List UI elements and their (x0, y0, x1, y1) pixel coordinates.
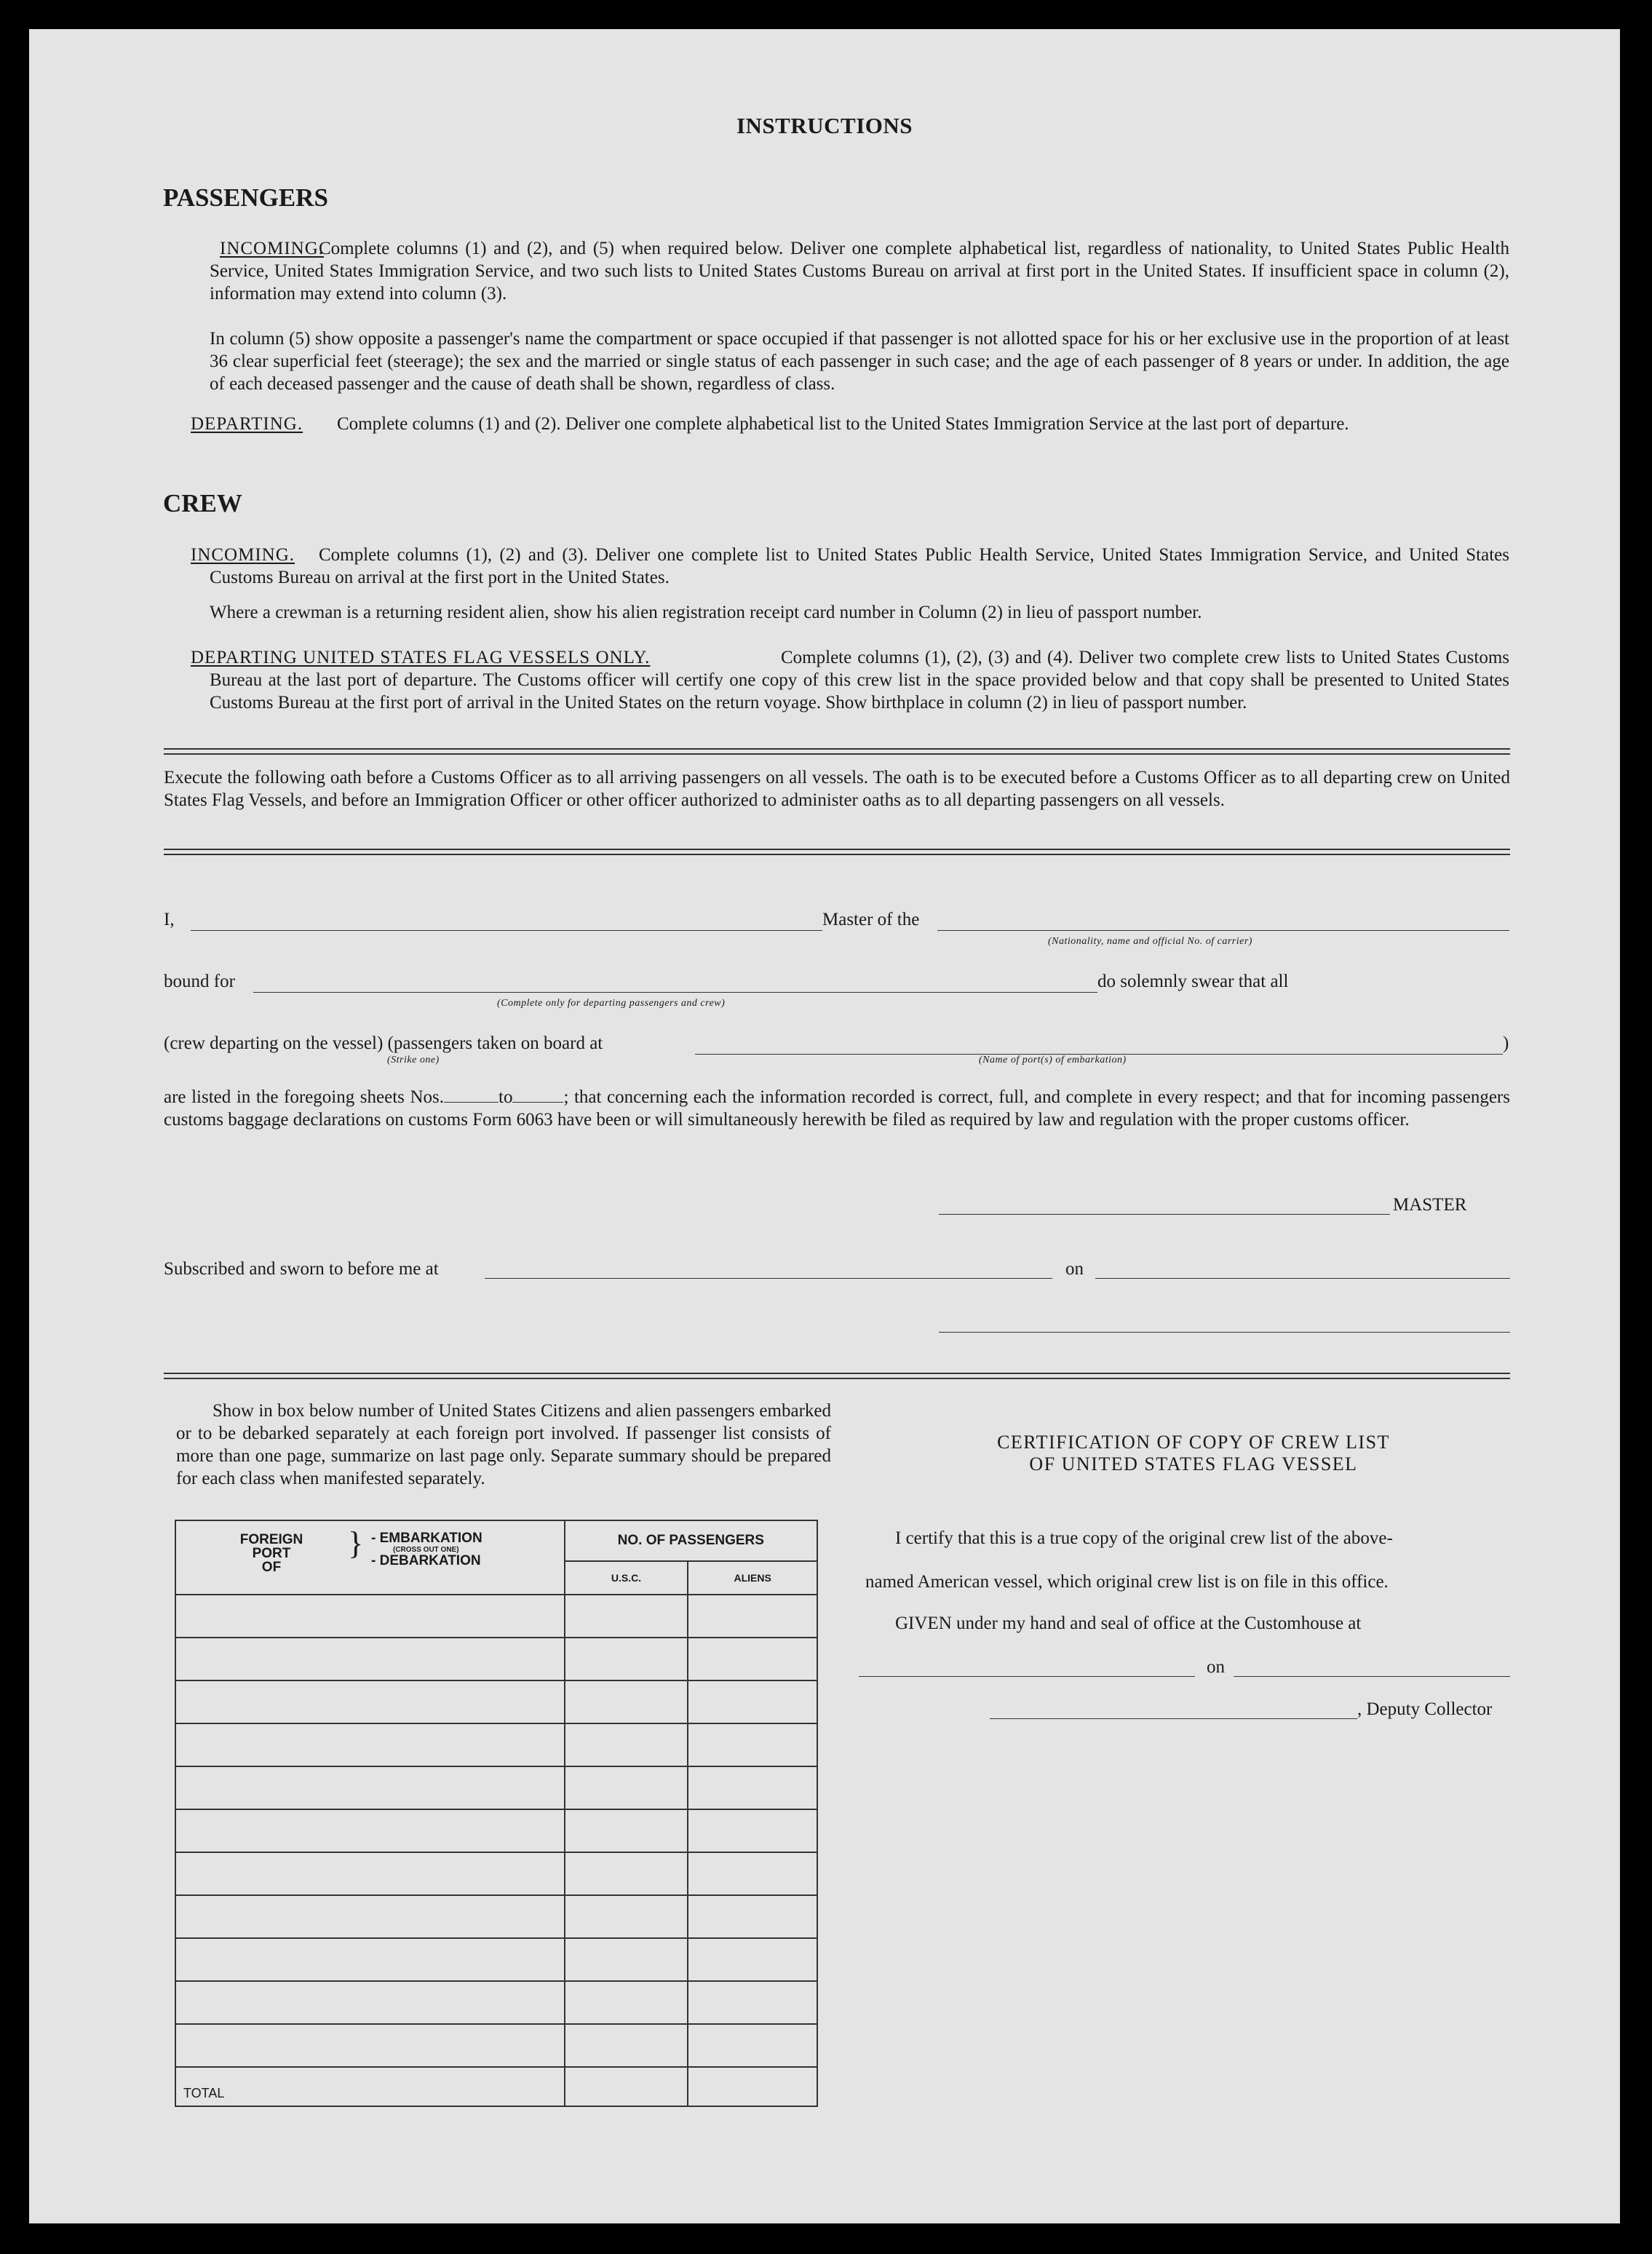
usc-cell[interactable] (565, 1981, 688, 2024)
usc-header-cell: U.S.C. (565, 1561, 688, 1595)
table-row (175, 2024, 817, 2067)
passengers-departing-label: DEPARTING. (191, 414, 303, 434)
crew-incoming-text-block (210, 544, 1509, 589)
divider (164, 1373, 1510, 1379)
crew-departing-label-line: (crew departing on the vessel) (passengers taken on board at (164, 1033, 603, 1053)
crew-resident-text: Where a crewman is a returning resident alien, show his alien registration receipt card number in Column (2) in lieu of passport number. (210, 603, 1202, 622)
certification-title-line2: OF UNITED STATES FLAG VESSEL (1029, 1453, 1358, 1475)
aliens-cell[interactable] (688, 1809, 817, 1852)
passengers-incoming-text: Complete columns (1) and (2), and (5) when required below. Deliver one complete alphabetical list, regardless of nationality, to United States Public Health Service, United States Immigration Service, and two such lists to United States Customs Bureau on arrival at first port in the United States. If insufficient space in column (2), information may extend into column (3). (210, 239, 1509, 303)
deputy-signature-field[interactable] (990, 1718, 1357, 1719)
port-cell[interactable] (175, 1723, 565, 1766)
port-cell[interactable] (175, 1595, 565, 1638)
table-row (175, 1852, 817, 1895)
port-cell[interactable] (175, 1766, 565, 1809)
usc-cell[interactable] (565, 1895, 688, 1938)
aliens-cell[interactable] (688, 1638, 817, 1680)
crew-heading: CREW (163, 489, 242, 517)
departing-hint: (Complete only for departing passengers and crew) (497, 998, 726, 1009)
given-line: GIVEN under my hand and seal of office at the Customhouse at (895, 1614, 1362, 1633)
port-cell[interactable] (175, 1809, 565, 1852)
crew-departing-text: Complete columns (1), (2), (3) and (4). Deliver two complete crew lists to United States Customs Bureau at the last port of departure. The Customs officer will certify one copy of this crew list in the space provided below and that copy shall be presented to United States Customs Bureau at the first port of arrival in the United States on the return voyage. Show birthplace in column (2) in lieu of passport number. (210, 648, 1509, 713)
ports-hint: (Name of port(s) of embarkation) (979, 1055, 1127, 1066)
table-row (175, 1680, 817, 1723)
divider (164, 748, 1510, 755)
passengers-column5-text: In column (5) show opposite a passenger's name the compartment or space occupied if that passenger is not allotted space for his or her exclusive use in the proportion of at least 36 clear superficial feet (steerage); the sex and the married or single status of each passenger in such case; and the age of each passenger of 8 years or under. In addition, the age of each deceased passenger and the cause of death shall be shown, regardless of class. (210, 329, 1509, 394)
strike-hint: (Strike one) (387, 1055, 440, 1066)
divider (164, 849, 1510, 855)
page-title: INSTRUCTIONS (736, 113, 913, 138)
port-cell[interactable] (175, 1680, 565, 1723)
port-cell[interactable] (175, 1638, 565, 1680)
certification-date-field[interactable] (1234, 1676, 1510, 1677)
usc-cell[interactable] (565, 1766, 688, 1809)
aliens-header-cell: ALIENS (688, 1561, 817, 1595)
sheet-from-field[interactable] (444, 1089, 499, 1103)
subscribed-label: Subscribed and sworn to before me at (164, 1259, 439, 1279)
to-label: to (499, 1087, 513, 1107)
passengers-incoming-text-block (210, 237, 1509, 305)
aliens-cell[interactable] (688, 1938, 817, 1981)
usc-cell[interactable] (565, 1595, 688, 1638)
certification-title (866, 1432, 1521, 1475)
customhouse-field[interactable] (859, 1676, 1195, 1677)
listed-prefix: are listed in the foregoing sheets Nos. (164, 1087, 444, 1107)
port-cell[interactable] (175, 2024, 565, 2067)
aliens-cell[interactable] (688, 2024, 817, 2067)
bound-for-label: bound for (164, 972, 235, 991)
crew-departing-text-block (210, 646, 1509, 714)
aliens-cell[interactable] (688, 1595, 817, 1638)
port-header-cell (175, 1520, 565, 1595)
table-row (175, 1895, 817, 1938)
usc-cell[interactable] (565, 2024, 688, 2067)
solemnly-label: do solemnly swear that all (1097, 972, 1289, 991)
usc-total-cell[interactable] (565, 2067, 688, 2106)
port-cell[interactable] (175, 1852, 565, 1895)
crew-incoming-label: INCOMING. (191, 545, 295, 565)
bound-for-field[interactable] (253, 992, 1097, 993)
aliens-cell[interactable] (688, 1766, 817, 1809)
cross-out-label: (CROSS OUT ONE) (393, 1546, 459, 1554)
certify-line1: I certify that this is a true copy of the original crew list of the above- (895, 1528, 1393, 1548)
master-name-field[interactable] (191, 930, 822, 931)
aliens-cell[interactable] (688, 1680, 817, 1723)
table-row (175, 1809, 817, 1852)
sworn-on-label: on (1065, 1259, 1084, 1279)
passengers-incoming-label: INCOMING. (220, 239, 325, 258)
aliens-cell[interactable] (688, 1723, 817, 1766)
table-row (175, 1981, 817, 2024)
sheet-to-field[interactable] (512, 1089, 563, 1103)
passengers-departing-text-block (210, 413, 1509, 435)
master-label: MASTER (1393, 1195, 1467, 1215)
officer-signature-field[interactable] (939, 1332, 1510, 1333)
oath-i-label: I, (164, 910, 175, 929)
col-port-line1: FOREIGN (239, 1532, 303, 1547)
table-row (175, 1638, 817, 1680)
table-row (175, 1723, 817, 1766)
brace-icon: } (348, 1525, 364, 1561)
master-of-label: Master of the (822, 910, 920, 929)
sworn-date-field[interactable] (1095, 1278, 1510, 1279)
table-row (175, 1938, 817, 1981)
passengers-heading: PASSENGERS (163, 183, 328, 212)
total-label: TOTAL (175, 2067, 565, 2106)
crew-departing-label: DEPARTING UNITED STATES FLAG VESSELS ONLY. (191, 648, 651, 667)
aliens-total-cell[interactable] (688, 2067, 817, 2106)
total-row (175, 2067, 817, 2106)
oath-intro: Execute the following oath before a Customs Officer as to all arriving passengers on all vessels. The oath is to be executed before a Customs Officer as to all departing crew on United States Flag Vessels, and before an Immigration Officer or other officer authorized to administer oaths as to all departing passengers on all vessels. (164, 768, 1510, 810)
usc-cell[interactable] (565, 1638, 688, 1680)
listed-paragraph (164, 1086, 1510, 1131)
aliens-cell[interactable] (688, 1981, 817, 2024)
table-row (175, 1766, 817, 1809)
deputy-collector-label: , Deputy Collector (1357, 1699, 1493, 1719)
passengers-departing-text: Complete columns (1) and (2). Deliver one complete alphabetical list to the United States Immigration Service at the last port of departure. (337, 414, 1349, 434)
certification-title-line1: CERTIFICATION OF COPY OF CREW LIST (997, 1432, 1390, 1453)
port-cell[interactable] (175, 1981, 565, 2024)
master-signature-field[interactable] (939, 1214, 1390, 1215)
embarkation-label: - EMBARKATION (371, 1531, 483, 1546)
summary-instructions: Show in box below number of United States Citizens and alien passengers embarked or to be debarked separately at each foreign port involved. If passenger list consists of more than one page, summarize on last page only. Separate summary should be prepared for each class when manifested separately. (176, 1401, 831, 1488)
usc-cell[interactable] (565, 1809, 688, 1852)
document-page (29, 29, 1620, 2223)
close-paren: ) (1503, 1033, 1509, 1053)
table-row (175, 1595, 817, 1638)
certify-line2: named American vessel, which original crew list is on file in this office. (865, 1572, 1389, 1592)
aliens-cell[interactable] (688, 1852, 817, 1895)
carrier-field[interactable] (937, 930, 1509, 931)
port-cell[interactable] (175, 1938, 565, 1981)
crew-incoming-text: Complete columns (1), (2) and (3). Deliver one complete list to United States Public Health Service, United States Immigration Service, and United States Customs Bureau on arrival at the first port in the United States. (210, 545, 1509, 587)
aliens-cell[interactable] (688, 1895, 817, 1938)
passengers-header-cell: NO. OF PASSENGERS (565, 1520, 817, 1561)
sworn-place-field[interactable] (485, 1278, 1052, 1279)
port-cell[interactable] (175, 1895, 565, 1938)
usc-cell[interactable] (565, 1680, 688, 1723)
usc-cell[interactable] (565, 1723, 688, 1766)
passenger-summary-table (175, 1520, 818, 2107)
nationality-hint: (Nationality, name and official No. of carrier) (1048, 936, 1252, 947)
usc-cell[interactable] (565, 1938, 688, 1981)
certification-on-label: on (1207, 1657, 1225, 1677)
debarkation-label: - DEBARKATION (371, 1553, 481, 1568)
col-port-line3: OF (261, 1560, 282, 1575)
col-port-line2: PORT (252, 1546, 291, 1561)
listed-rest: ; that concerning each the information recorded is correct, full, and complete in every respect; and that for incoming passengers customs baggage declarations on customs Form 6063 have been or will simultaneously herewith be filed as required by law and regulation with the proper customs officer. (164, 1087, 1510, 1130)
usc-cell[interactable] (565, 1852, 688, 1895)
